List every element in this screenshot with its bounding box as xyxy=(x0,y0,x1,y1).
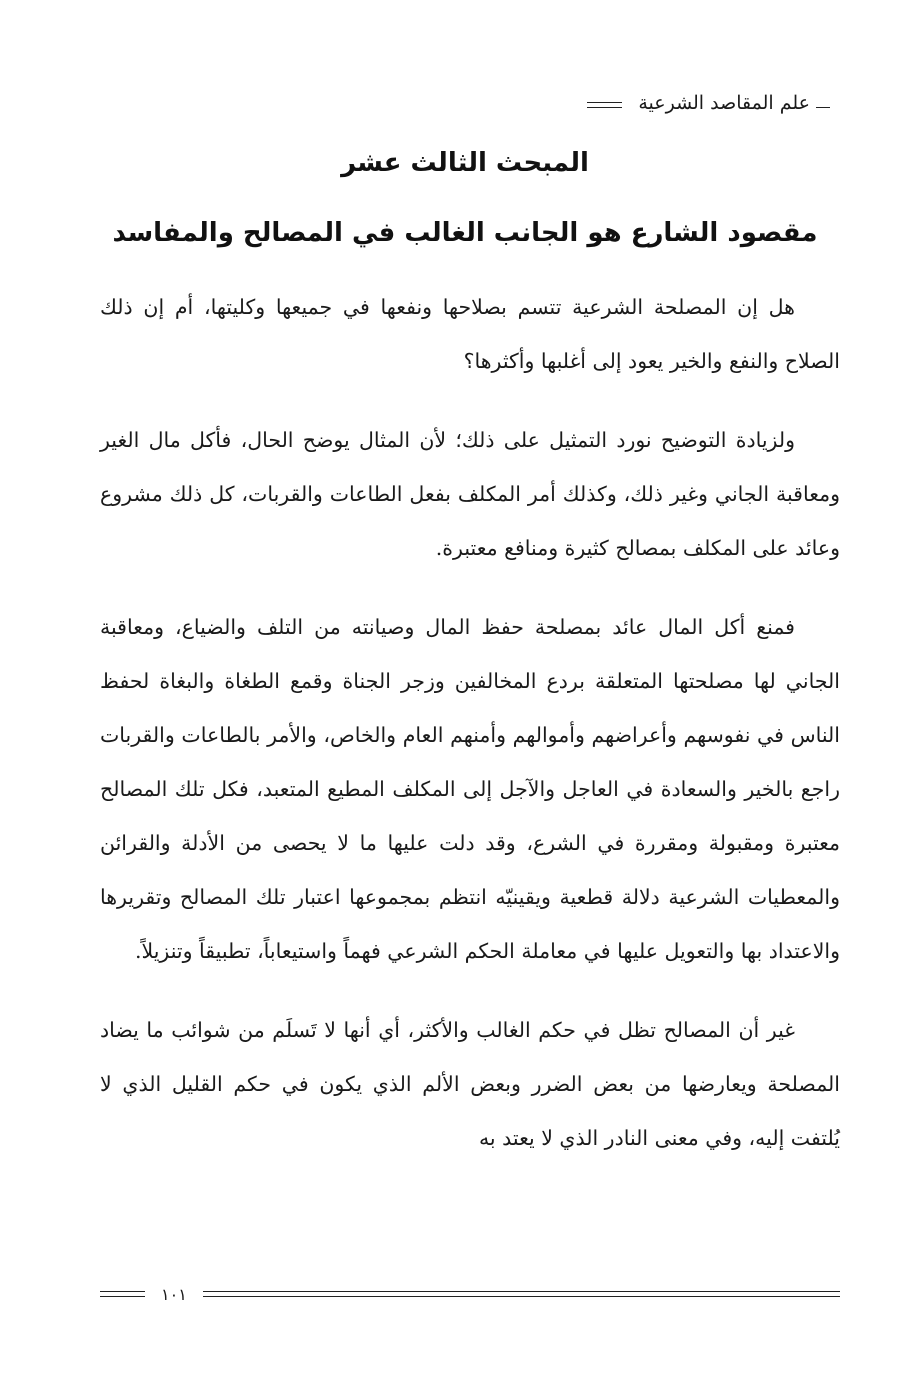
paragraph-3: فمنع أكل المال عائد بمصلحة حفظ المال وصيانته من التلف والضياع، ومعاقبة الجاني لها مصلحتها المتعلقة بردع المخالفين وزجر الجناة وقمع الطغاة والبغاة لحفظ الناس في نفوسهم وأعراضهم وأموالهم وأمنهم العام والخاص، والأمر بالطاعات والقربات راجع بالخير والسعادة في العاجل والآجل إلى المكلف المطيع المتعبد، فكل تلك المصالح معتبرة ومقبولة ومقررة في الشرع، وقد دلت عليها ما لا يحصى من الأدلة والقرائن والمعطيات الشرعية دلالة قطعية ويقينيّه انتظم بمجموعها اعتبار تلك المصالح وتقريرها والاعتداد بها والتعويل عليها في معاملة الحكم الشرعي فهماً واستيعاباً، تطبيقاً وتنزيلاً. xyxy=(100,615,840,963)
footer-rule-right xyxy=(203,1291,840,1297)
paragraph-1: هل إن المصلحة الشرعية تتسم بصلاحها ونفعها في جميعها وكليتها، أم إن ذلك الصلاح والنفع والخير يعود إلى أغلبها وأكثرها؟ xyxy=(100,295,840,373)
running-header xyxy=(100,88,830,118)
paragraph-4: غير أن المصالح تظل في حكم الغالب والأكثر، أي أنها لا تَسلَم من شوائب ما يضاد المصلحة ويعارضها من بعض الضرر وبعض الألم الذي يكون في حكم القليل الذي لا يُلتفت إليه، وفي معنى النادر الذي لا يعتد به xyxy=(100,1018,840,1150)
page-footer xyxy=(100,1282,840,1306)
paragraph-2: ولزيادة التوضيح نورد التمثيل على ذلك؛ لأن المثال يوضح الحال، فأكل مال الغير ومعاقبة الجاني وغير ذلك، وكذلك أمر المكلف بفعل الطاعات والقربات، كل ذلك مشروع وعائد على المكلف بمصالح كثيرة ومنافع معتبرة. xyxy=(100,428,840,560)
header-double-rule xyxy=(587,102,622,108)
chapter-title: مقصود الشارع هو الجانب الغالب في المصالح والمفاسد xyxy=(112,218,818,248)
running-title: علم المقاصد الشرعية xyxy=(638,92,810,114)
section-heading: المبحث الثالث عشر xyxy=(341,148,589,178)
body-text xyxy=(100,280,840,1190)
header-dash xyxy=(816,107,830,108)
footer-rule-left xyxy=(100,1291,145,1297)
page-number: ١٠١ xyxy=(161,1284,187,1304)
